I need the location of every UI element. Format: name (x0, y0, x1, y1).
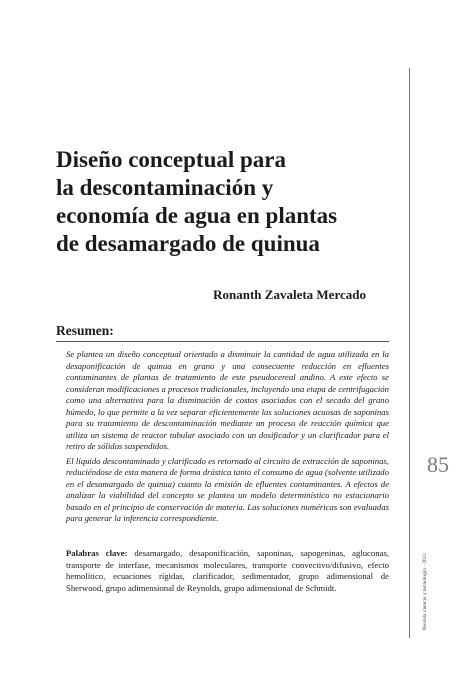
title-line: la descontaminación y (56, 175, 274, 200)
keywords-label: Palabras clave: (66, 548, 128, 558)
article-title (56, 146, 396, 258)
margin-divider (409, 68, 410, 638)
title-line: economía de agua en plantas (56, 203, 338, 228)
abstract-divider (56, 341, 389, 342)
title-line: de desamargado de quinua (56, 231, 320, 256)
abstract-body (66, 349, 389, 528)
abstract-heading: Resumen: (56, 323, 114, 338)
page-number: 85 (427, 452, 449, 477)
abstract-paragraph: El líquido descontaminado y clarificado es retornado al circuito de extracción de saponinas, reduciéndose de esta manera de forma drástica tanto el consumo de agua (solvente utilizado en el desamargado de quinua) cuanto la emisión de efluentes contaminantes. A efectos de analizar la viabilidad del concepto se plantea un modelo determinístico no estacionario basado en el principio de conservación de materia. Las soluciones numéricas son evaluadas para generar la inferencia correspondiente. (66, 455, 389, 523)
running-footer: Revista ciencia y tecnología · 2011 (422, 552, 428, 630)
author-name: Ronanth Zavaleta Mercado (213, 287, 366, 302)
abstract-paragraph: Se plantea un diseño conceptual orientado a disminuir la cantidad de agua utilizada en la desaponificación de quinua en grano y una consecuente reducción en efluentes contaminantes de plantas de tratamiento de este pseudocereal andino. A este efecto se consideran modificaciones a procesos tradicionales, incluyendo una etapa de centrifugación como una alternativa para la disminución de costos asociados con el secado del grano húmedo, lo que permite a la vez separar eficientemente las soluciones acuosas de saponinas para su tratamiento de descontaminación mediante un proceso de reacción química que utiliza un sistema de reactor tubular asociado con un dosificador y un clarificador para el retiro de sólidos suspendidos. (66, 349, 389, 451)
keywords-text: desamargado, desaponificación, saponinas, sapogeninas, agluconas, transporte de interfase, mecanismos moleculares, transporte convectivo/difusivo, efecto hemolítico, ecuaciones rígidas, clarificador, sedimentador, grupo adimensional de Sherwood, grupo adimensional de Reynolds, grupo adimensional de Schmidt. (66, 548, 389, 593)
keywords (66, 548, 389, 594)
title-line: Diseño conceptual para (56, 147, 286, 172)
